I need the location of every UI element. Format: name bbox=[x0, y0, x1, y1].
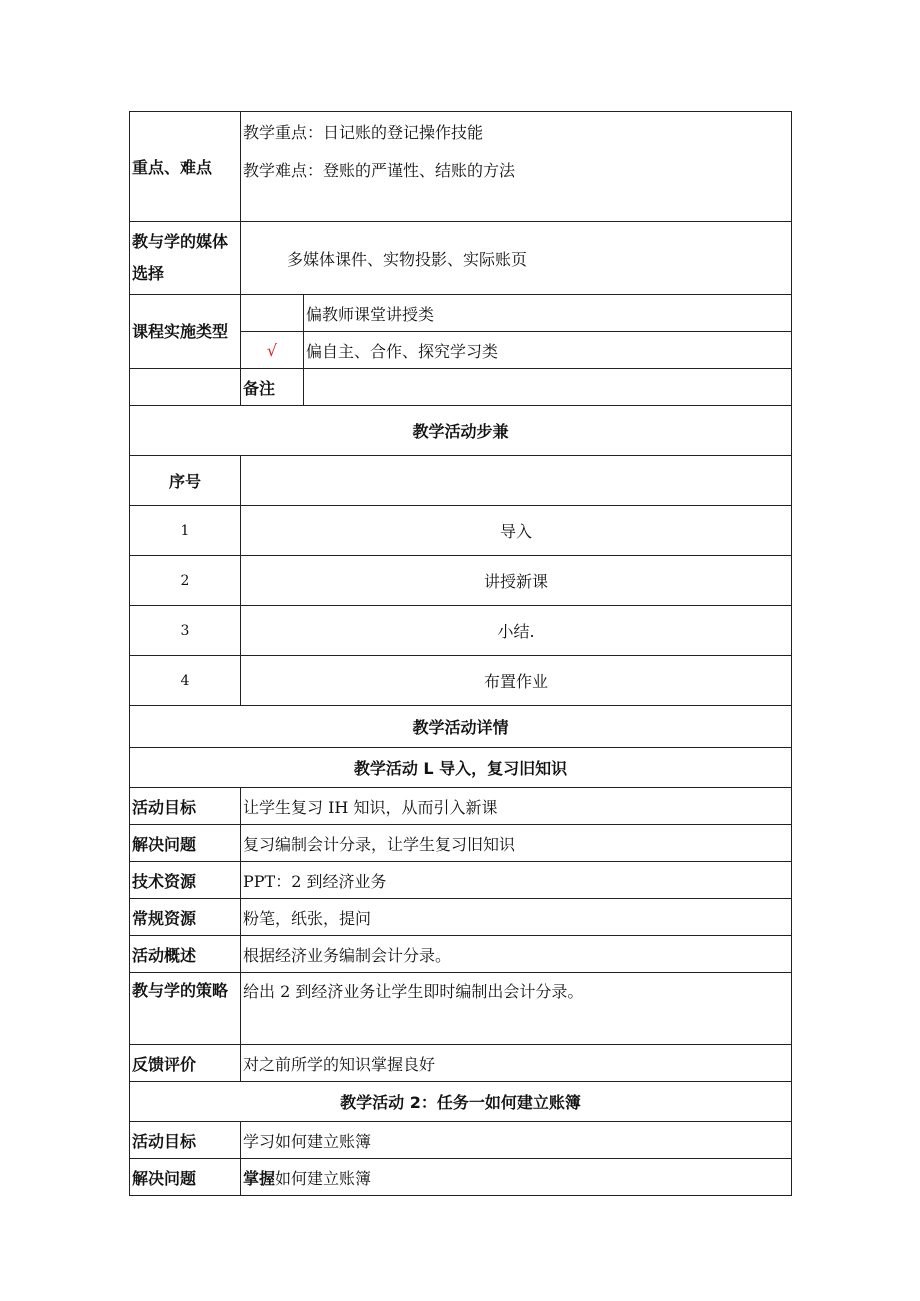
table-row bbox=[130, 973, 792, 1045]
step-num: 1 bbox=[130, 506, 241, 556]
details-title-row bbox=[130, 706, 792, 748]
focus-content bbox=[241, 112, 792, 222]
row-label: 解决问题 bbox=[130, 825, 241, 862]
course-type-mark-1 bbox=[241, 295, 304, 332]
seq-header-blank bbox=[241, 456, 792, 506]
difficulty-text: 教学难点：登账的严谨性、结账的方法 bbox=[243, 161, 516, 180]
row-value: PPT：2 到经济业务 bbox=[241, 862, 792, 899]
step-name: 布置作业 bbox=[241, 656, 792, 706]
row-value: 根据经济业务编制会计分录。 bbox=[241, 936, 792, 973]
table-row bbox=[130, 1122, 792, 1159]
note-row bbox=[130, 369, 792, 406]
row-value: 给出 2 到经济业务让学生即时编制出会计分录。 bbox=[241, 973, 792, 1045]
activity1-title: 教学活动 L 导入，复习旧知识 bbox=[130, 748, 792, 788]
row-value: 学习如何建立账簿 bbox=[241, 1122, 792, 1159]
table-row bbox=[130, 825, 792, 862]
step-num: 2 bbox=[130, 556, 241, 606]
activity2-title-row bbox=[130, 1082, 792, 1122]
row-label: 活动目标 bbox=[130, 788, 241, 825]
table-row bbox=[130, 606, 792, 656]
media-label: 教与学的媒体选择 bbox=[130, 222, 241, 295]
row-label: 解决问题 bbox=[130, 1159, 241, 1196]
lesson-plan-table bbox=[129, 111, 792, 1196]
row-value: 粉笔，纸张，提问 bbox=[241, 899, 792, 936]
step-num: 3 bbox=[130, 606, 241, 656]
row-label: 活动概述 bbox=[130, 936, 241, 973]
media-value: 多媒体课件、实物投影、实际账页 bbox=[241, 222, 792, 295]
steps-title-row bbox=[130, 406, 792, 456]
table-row bbox=[130, 1045, 792, 1082]
step-name: 讲授新课 bbox=[241, 556, 792, 606]
steps-title: 教学活动步兼 bbox=[130, 406, 792, 456]
note-spacer bbox=[130, 369, 241, 406]
steps-header-row bbox=[130, 456, 792, 506]
note-label: 备注 bbox=[241, 369, 304, 406]
row-value bbox=[241, 1159, 792, 1196]
lesson-plan-page bbox=[129, 111, 791, 1196]
course-type-option-2: 偏自主、合作、探究学习类 bbox=[304, 332, 792, 369]
row-label: 教与学的策略 bbox=[130, 973, 241, 1045]
checkmark-icon: √ bbox=[241, 332, 304, 369]
key-point-text: 教学重点：日记账的登记操作技能 bbox=[243, 123, 484, 142]
table-row bbox=[130, 506, 792, 556]
course-type-label: 课程实施类型 bbox=[130, 295, 241, 369]
step-name: 导入 bbox=[241, 506, 792, 556]
media-row bbox=[130, 222, 792, 295]
table-row bbox=[130, 1159, 792, 1196]
row-value: 复习编制会计分录，让学生复习旧知识 bbox=[241, 825, 792, 862]
step-num: 4 bbox=[130, 656, 241, 706]
activity1-title-row bbox=[130, 748, 792, 788]
course-type-option-1: 偏教师课堂讲授类 bbox=[304, 295, 792, 332]
row-label: 反馈评价 bbox=[130, 1045, 241, 1082]
step-name: 小结. bbox=[241, 606, 792, 656]
activity2-title: 教学活动 2：任务一如何建立账簿 bbox=[130, 1082, 792, 1122]
table-row bbox=[130, 656, 792, 706]
row-label: 活动目标 bbox=[130, 1122, 241, 1159]
focus-label: 重点、难点 bbox=[130, 112, 241, 222]
row-value-rest: 如何建立账簿 bbox=[275, 1168, 372, 1188]
table-row bbox=[130, 788, 792, 825]
row-value: 对之前所学的知识掌握良好 bbox=[241, 1045, 792, 1082]
seq-header: 序号 bbox=[130, 456, 241, 506]
table-row bbox=[130, 936, 792, 973]
row-label: 常规资源 bbox=[130, 899, 241, 936]
table-row bbox=[130, 862, 792, 899]
table-row bbox=[130, 556, 792, 606]
row-value: 让学生复习 IH 知识，从而引入新课 bbox=[241, 788, 792, 825]
table-row bbox=[130, 899, 792, 936]
details-title: 教学活动详情 bbox=[130, 706, 792, 748]
note-value bbox=[304, 369, 792, 406]
focus-row bbox=[130, 112, 792, 222]
row-label: 技术资源 bbox=[130, 862, 241, 899]
row-value-bold: 掌握 bbox=[243, 1168, 276, 1188]
course-type-row-1 bbox=[130, 295, 792, 332]
